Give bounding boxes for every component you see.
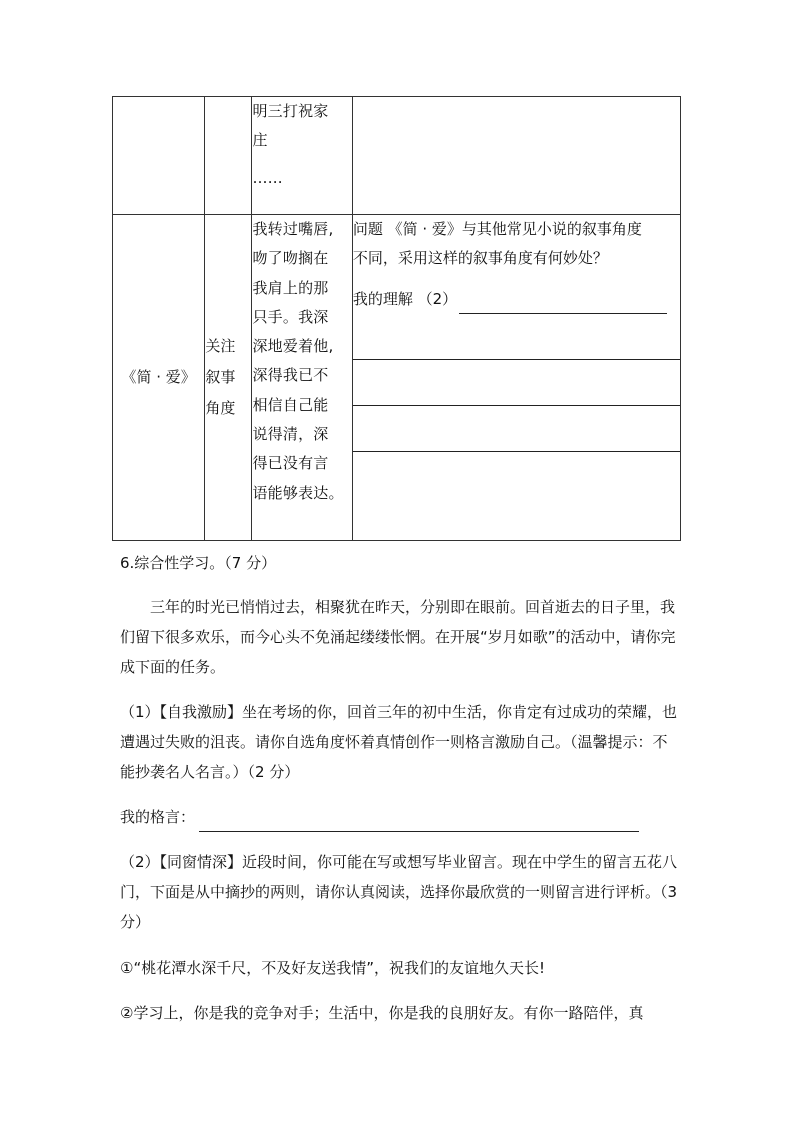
- task2-paragraph: （2）【同窗情深】近段时间，你可能在写或想写毕业留言。现在中学生的留言五花八门，下面是从中摘抄的两则，请你认真阅读，选择你最欣赏的一则留言进行评析。（3 分）: [120, 853, 678, 931]
- excerpt-line: 得已没有言: [252, 454, 329, 473]
- message-1: ①“桃花潭水深千尺，不及好友送我情”，祝我们的友谊地久天长!: [120, 959, 546, 977]
- answer-blank[interactable]: [353, 404, 680, 406]
- focus-cell: [205, 215, 252, 541]
- excerpt-line: 只手。我深: [252, 307, 329, 326]
- book-cell: [113, 97, 205, 215]
- question-line: 问题 《简 · 爱》与其他常见小说的叙事角度: [352, 220, 642, 238]
- excerpt-line: 明三打祝家: [252, 102, 329, 120]
- answer-blank[interactable]: [353, 450, 680, 452]
- answer-blank[interactable]: [459, 295, 667, 314]
- question-cell: [352, 97, 680, 215]
- motto-blank[interactable]: [199, 811, 639, 832]
- answer-row: [353, 285, 680, 314]
- excerpt-line: 我转过嘴唇,: [252, 220, 334, 238]
- question-line: 不同，采用这样的叙事角度有何妙处？: [352, 249, 608, 267]
- table-row: [113, 215, 681, 541]
- focus-line: 角度: [205, 399, 236, 417]
- excerpt-line: 吻了吻搁在: [252, 249, 329, 268]
- excerpt-line: 深得我已不: [252, 366, 329, 385]
- reading-table: [112, 96, 681, 541]
- book-cell: [113, 215, 205, 541]
- excerpt-line: 深地爱着他,: [252, 337, 334, 356]
- focus-line: 关注: [205, 337, 236, 355]
- motto-label: 我的格言：: [120, 808, 196, 826]
- table-row: [113, 97, 681, 215]
- section-heading: 6.综合性学习。（7 分）: [120, 554, 277, 572]
- motto-row: [120, 802, 680, 832]
- answer-label: 我的理解 （2）: [352, 290, 458, 308]
- excerpt-cell: [252, 215, 352, 541]
- answer-blank[interactable]: [353, 358, 680, 360]
- excerpt-line: 庄: [252, 131, 268, 150]
- excerpt-cell: [252, 97, 352, 215]
- excerpt-line: 相信自己能: [252, 395, 329, 414]
- focus-cell: [205, 97, 252, 215]
- excerpt-line: 语能够表达。: [252, 483, 344, 502]
- excerpt-line: 我肩上的那: [252, 278, 329, 297]
- focus-line: 叙事: [205, 368, 236, 386]
- excerpt-line: 说得清，深: [252, 425, 329, 444]
- message-2: ②学习上，你是我的竞争对手；生活中，你是我的良朋好友。有你一路陪伴，真: [120, 1004, 644, 1022]
- task1-paragraph: （1）【自我激励】坐在考场的你，回首三年的初中生活，你肯定有过成功的荣耀，也遭遇过失败的沮丧。请你自选角度怀着真情创作一则格言激励自己。（温馨提示：不能抄袭名人名言。）（2 分）: [120, 703, 678, 781]
- intro-paragraph: 三年的时光已悄悄过去，相聚犹在昨天，分别即在眼前。回首逝去的日子里，我们留下很多欢乐，而今心头不免涌起缕缕怅惘。在开展“岁月如歌”的活动中，请你完成下面的任务。: [120, 598, 676, 676]
- book-title: 《简 · 爱》: [121, 367, 196, 386]
- question-cell: [352, 215, 680, 541]
- excerpt-line: ……: [252, 168, 283, 187]
